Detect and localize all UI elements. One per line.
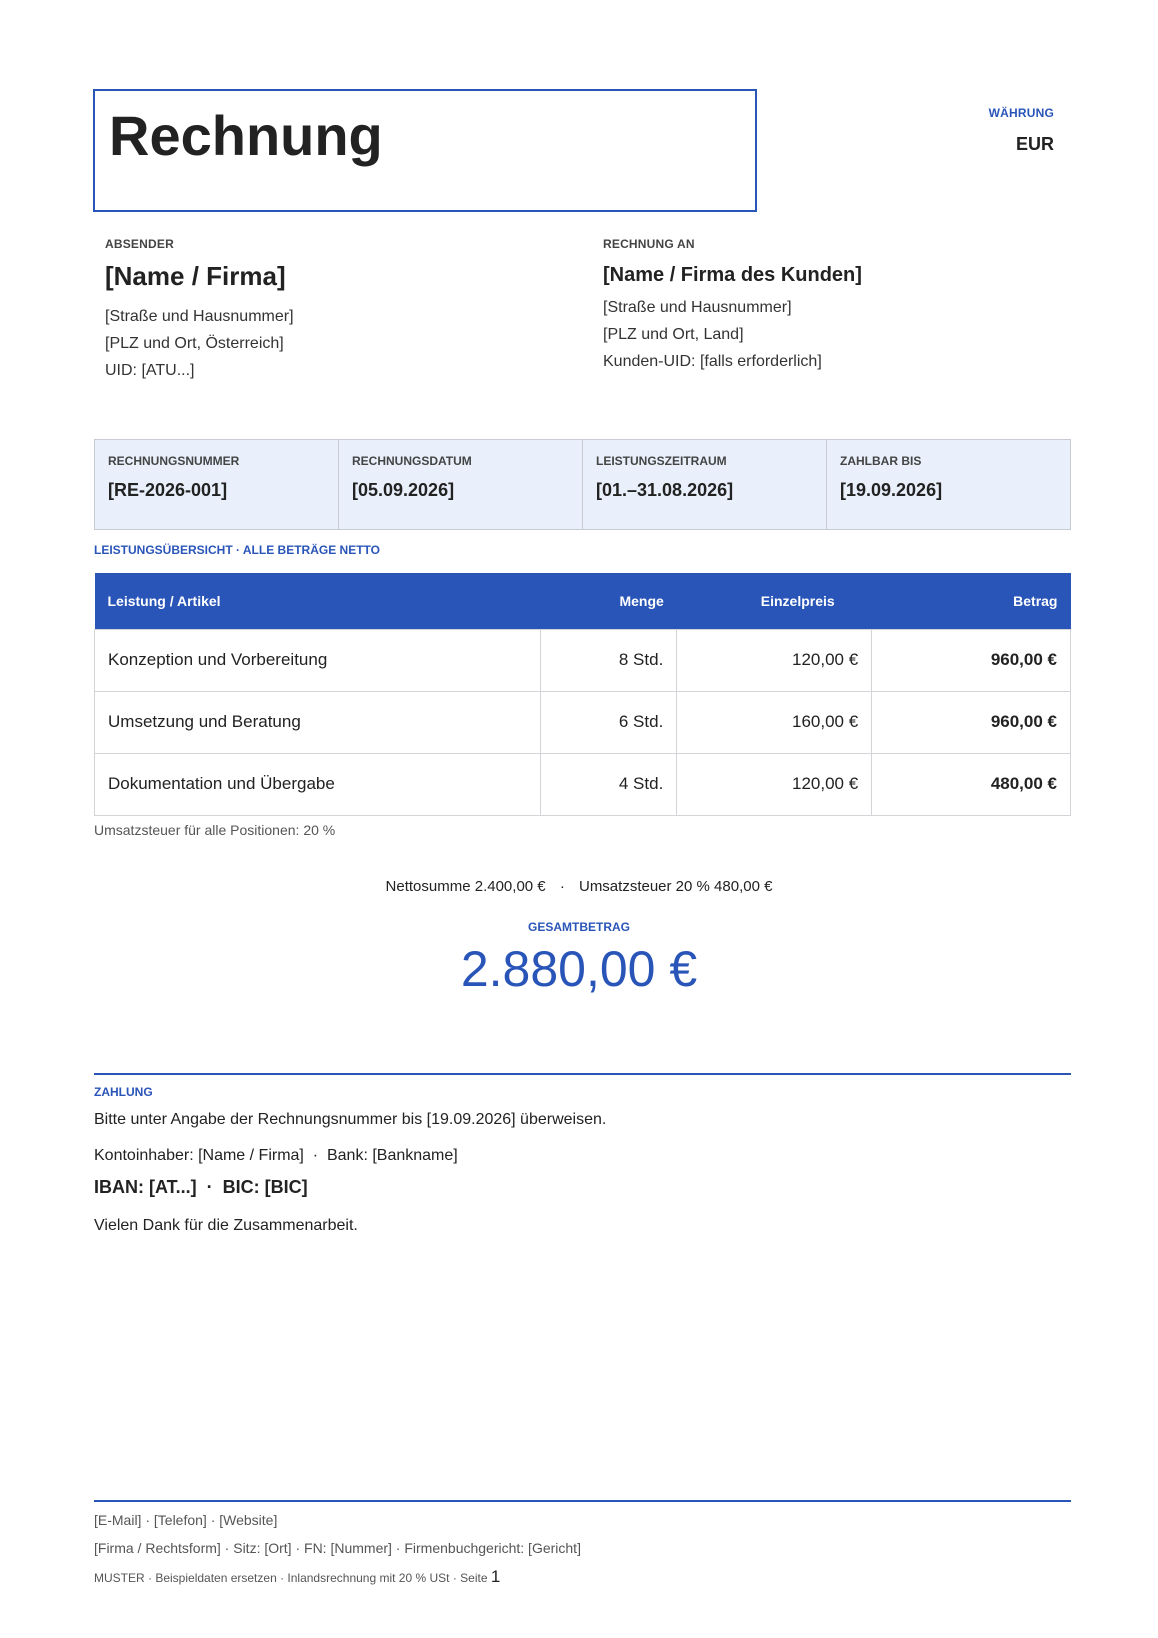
item-description: Dokumentation und Übergabe	[95, 753, 541, 815]
meta-value: [19.09.2026]	[840, 480, 943, 500]
col-header-unit-price: Einzelpreis	[677, 573, 872, 629]
recipient-name: [Name / Firma des Kunden]	[603, 264, 862, 286]
sender-block	[105, 237, 294, 380]
recipient-block	[603, 237, 862, 371]
item-quantity: 8 Std.	[541, 629, 677, 691]
gross-total-value: 2.880,00 €	[460, 941, 698, 997]
footer-contact: [E-Mail] · [Telefon] · [Website]	[94, 1512, 278, 1528]
sender-name: [Name / Firma]	[105, 261, 286, 291]
recipient-label: RECHNUNG AN	[603, 237, 695, 251]
item-description: Umsetzung und Beratung	[95, 691, 541, 753]
item-amount: 960,00 €	[872, 629, 1071, 691]
sender-city: [PLZ und Ort, Österreich]	[105, 335, 284, 352]
page-title: Rechnung	[109, 104, 383, 167]
payment-iban: IBAN: [AT...] · BIC: [BIC]	[94, 1177, 308, 1197]
meta-label: RECHNUNGSDATUM	[352, 454, 472, 468]
item-unit-price: 120,00 €	[677, 629, 872, 691]
totals-summary	[0, 878, 1158, 895]
items-table	[94, 573, 1071, 816]
payment-account: Kontoinhaber: [Name / Firma] · Bank: [Bankname]	[94, 1147, 458, 1164]
net-total: Nettosumme 2.400,00 €	[385, 878, 546, 895]
item-unit-price: 160,00 €	[677, 691, 872, 753]
meta-invoice-number	[95, 440, 339, 529]
footer-company: [Firma / Rechtsform] · Sitz: [Ort] · FN: [Nummer] · Firmenbuchgericht: [Gericht]	[94, 1540, 581, 1556]
table-header-row	[95, 573, 1071, 629]
recipient-city: [PLZ und Ort, Land]	[603, 326, 744, 343]
meta-value: [01.–31.08.2026]	[596, 480, 734, 500]
section-label: LEISTUNGSÜBERSICHT · ALLE BETRÄGE NETTO	[94, 543, 381, 557]
footer-note	[94, 1567, 500, 1587]
table-row	[95, 691, 1071, 753]
table-row	[95, 753, 1071, 815]
payment-label: ZAHLUNG	[94, 1085, 153, 1099]
item-amount: 480,00 €	[872, 753, 1071, 815]
col-header-amount: Betrag	[872, 573, 1071, 629]
table-row	[95, 629, 1071, 691]
payment-divider	[94, 1073, 1071, 1075]
item-amount: 960,00 €	[872, 691, 1071, 753]
item-quantity: 4 Std.	[541, 753, 677, 815]
meta-service-period	[583, 440, 827, 529]
vat-note: Umsatzsteuer für alle Positionen: 20 %	[94, 822, 336, 838]
meta-label: RECHNUNGSNUMMER	[108, 454, 240, 468]
footer-note-text: MUSTER · Beispieldaten ersetzen · Inlandsrechnung mit 20 % USt · Seite	[94, 1571, 488, 1585]
meta-invoice-date	[339, 440, 583, 529]
meta-value: [05.09.2026]	[352, 480, 455, 500]
meta-label: LEISTUNGSZEITRAUM	[596, 454, 727, 468]
item-description: Konzeption und Vorbereitung	[95, 629, 541, 691]
totals-separator: ·	[559, 878, 565, 895]
sender-label: ABSENDER	[105, 237, 174, 251]
item-unit-price: 120,00 €	[677, 753, 872, 815]
item-quantity: 6 Std.	[541, 691, 677, 753]
recipient-uid: Kunden-UID: [falls erforderlich]	[603, 353, 822, 370]
sender-street: [Straße und Hausnummer]	[105, 308, 294, 325]
invoice-meta	[94, 439, 1071, 530]
thanks-note: Vielen Dank für die Zusammenarbeit.	[94, 1217, 358, 1234]
meta-label: ZAHLBAR BIS	[840, 454, 922, 468]
meta-value: [RE-2026-001]	[108, 480, 228, 500]
title-box	[93, 89, 757, 212]
page-number: 1	[490, 1567, 501, 1586]
footer-divider	[94, 1500, 1071, 1502]
vat-total: Umsatzsteuer 20 % 480,00 €	[578, 878, 773, 895]
currency-value: EUR	[1015, 134, 1054, 154]
sender-uid: UID: [ATU...]	[105, 362, 195, 379]
gross-total-label: GESAMTBETRAG	[528, 920, 630, 934]
currency-label: WÄHRUNG	[988, 106, 1054, 120]
recipient-street: [Straße und Hausnummer]	[603, 299, 792, 316]
col-header-qty: Menge	[541, 573, 677, 629]
meta-due-date	[827, 440, 1070, 529]
payment-instruction: Bitte unter Angabe der Rechnungsnummer bis [19.09.2026] überweisen.	[94, 1111, 607, 1128]
col-header-item: Leistung / Artikel	[95, 573, 541, 629]
